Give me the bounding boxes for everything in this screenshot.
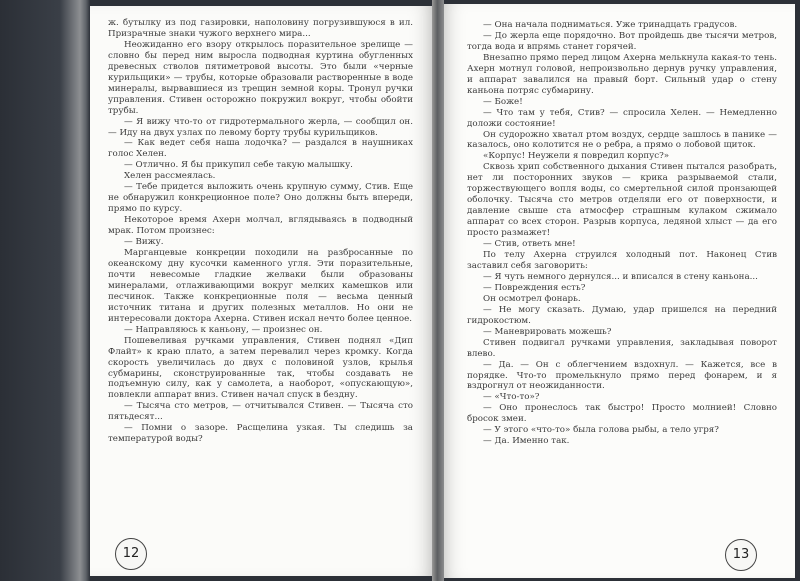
paragraph: — Да. Именно так. — [483, 436, 570, 447]
paragraph: Стивен подвигал ручками управления, закладывая поворот влево. — [467, 337, 777, 359]
paragraph: — Помни о зазоре. Расщелина узкая. Ты следишь за температурой воды? — [108, 423, 413, 445]
page-number-left: 12 — [115, 538, 147, 570]
paragraph: — Она начала подниматься. Уже тринадцать градусов. — [483, 20, 738, 30]
paragraph: — Вижу. — [124, 237, 164, 248]
paragraph: — Не могу сказать. Думаю, удар пришелся на передний гидрокостюм. — [467, 304, 777, 326]
paragraph: — Направляюсь к каньону, — произнес он. — [124, 324, 323, 335]
paragraph: Хелен рассмеялась. — [124, 171, 216, 182]
left-page-text — [108, 18, 413, 445]
paragraph: — Стив, ответь мне! — [483, 239, 576, 250]
paragraph: — Я вижу что-то от гидротермального жерла, — сообщил он. — Иду на двух узлах по левому борту трубы курильщиков. — [108, 116, 413, 138]
paragraph: — Оно пронеслось так быстро! Просто молнией! Словно бросок змеи. — [467, 403, 777, 425]
paragraph: — Тебе придется выложить очень крупную сумму, Стив. Еще не обнаружил конкреционное поле? Оно должны быть впереди, прямо по курсу. — [108, 182, 413, 215]
paragraph: — Тысяча сто метров, — отчитывался Стивен. — Тысяча сто пятьдесят... — [108, 401, 413, 423]
paragraph: — Я чуть немного дернулся... и вписался в стену каньона... — [483, 271, 758, 282]
paragraph: Пошевеливая ручками управления, Стивен поднял «Дип Флайт» к краю плато, а затем перевалил через кромку. Когда скорость увеличилась до двух с половиной узлов, крылья субмарины, сконструированные так, чтобы создавать не подъемную силу, как у самолета, а наоборот, «опускающую», повлекли аппарат вниз. Стивен начал спуск в бездну. — [108, 335, 413, 401]
paragraph: — До жерла еще порядочно. Вот пройдешь две тысячи метров, тогда вода и впрямь станет горячей. — [467, 30, 777, 52]
book-gutter — [432, 0, 444, 581]
page-number-right: 13 — [725, 539, 757, 571]
right-page-text — [467, 20, 777, 447]
paragraph: — «Что-то»? — [483, 392, 540, 403]
paragraph: — Отлично. Я бы прикупил себе такую малышку. — [124, 160, 353, 171]
paragraph: — У этого «что-то» была голова рыбы, а тело угря? — [483, 425, 719, 436]
right-page — [440, 4, 795, 578]
paragraph: — Что там у тебя, Стив? — спросила Хелен. — Немедленно доложи состояние! — [467, 107, 777, 129]
paragraph: Он судорожно хватал ртом воздух, сердце зашлось в панике — казалось, оно колотится не о ребра, а прямо о лобовой щиток. — [467, 129, 777, 151]
paragraph: — Как ведет себя наша лодочка? — раздался в наушниках голос Хелен. — [108, 138, 413, 160]
paragraph: Сквозь хрип собственного дыхания Стивен пытался разобрать, нет ли посторонних звуков — крика разрываемой стали, торжествующего вопля воды, со смертельной силой пронзающей оболочку. Тысяча сто метров отделяли его от поверхности, и давление свыше ста атмосфер страшным кулаком сжимало аппарат со всех сторон. Разрыв корпуса, ледяной хлыст — да его просто размажет! — [467, 162, 777, 239]
paragraph: По телу Ахерна струился холодный пот. Наконец Стив заставил себя заговорить: — [467, 250, 777, 271]
paragraph: «Корпус! Неужели я повредил корпус?» — [483, 151, 670, 162]
paragraph: Он осмотрел фонарь. — [483, 293, 581, 304]
paragraph: Некоторое время Ахерн молчал, вглядываясь в подводный мрак. Потом произнес: — [108, 215, 413, 237]
paragraph: ж. бутылку из под газировки, наполовину погрузившуюся в ил. Призрачные знаки чужого верхнего мира... — [108, 18, 413, 39]
paragraph: Неожиданно его взору открылось поразительное зрелище — словно бы перед ним выросла подводная куртина обугленных древесных стволов пятиметровой высоты. Это были «черные курильщики» — трубы, которые образовали растворенные в воде минералы, вырвавшиеся из трещин земной коры. Тронул ручки управления. Стивен осторожно покружил вокруг, чтобы обойти трубы. — [108, 39, 413, 116]
paragraph: — Да. — Он с облегчением вздохнул. — Кажется, все в порядке. Что-то промелькнуло прямо перед фонарем, и я вздрогнул от неожиданности. — [467, 359, 777, 392]
left-page — [90, 6, 435, 576]
paragraph: — Маневрировать можешь? — [483, 326, 612, 337]
paragraph: Внезапно прямо перед лицом Ахерна мелькнула какая-то тень. Ахерн мотнул головой, непроизвольно дернув ручку управления, и аппарат завалился на правый борт. Сильный удар о стену каньона потряс субмарину. — [467, 52, 777, 96]
paragraph: Марганцевые конкреции походили на разбросанные по океанскому дну кусочки каменного угля. Эти поразительные, почти невесомые гладкие желваки были образованы минералами, отлаживающими вокруг мелких камешков или песчинок. Также конкреционные поля — весьма ценный источник титана и других полезных металлов. Но они не интересовали доктора Ахерна. Стивен искал нечто более ценное. — [108, 248, 413, 324]
paragraph: — Повреждения есть? — [483, 282, 586, 293]
paragraph: — Боже! — [483, 96, 523, 107]
